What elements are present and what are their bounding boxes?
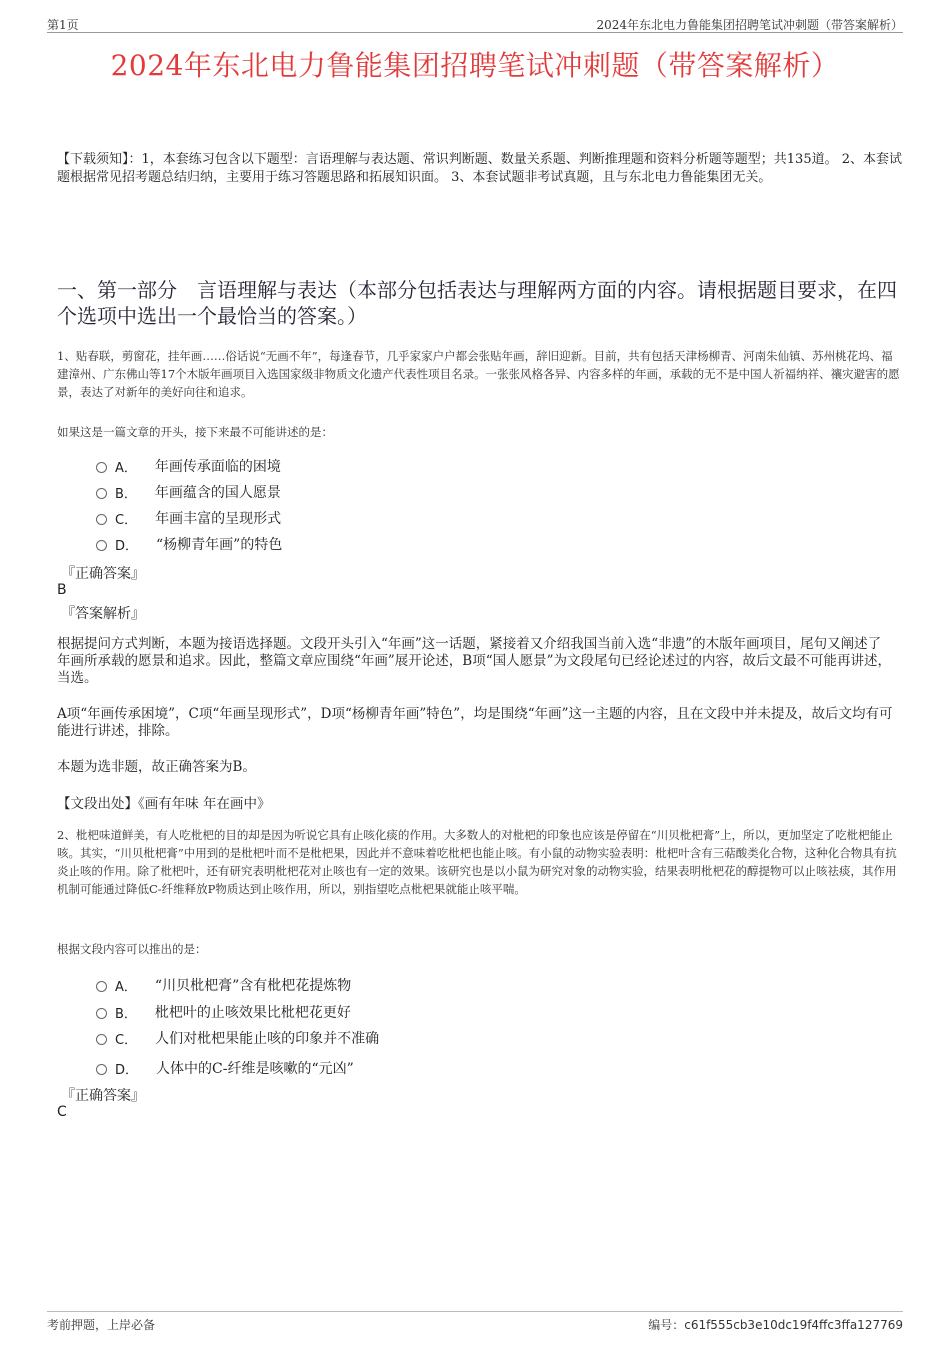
q1-option-b[interactable]: B． 年画蕴含的国人愿景	[96, 482, 281, 502]
footer-slogan: 考前押题，上岸必备	[47, 1318, 156, 1332]
q2-passage: 2、枇杷味道鲜美，有人吃枇杷的目的却是因为听说它具有止咳化痰的作用。大多数人的对枇杷的印象也应该是停留在“川贝枇杷膏”上，所以，更加坚定了吃枇杷能止咳。其实，“川贝枇杷膏”中用到的是枇杷叶而不是枇杷果，因此并不意味着吃枇杷也能止咳。有小鼠的动物实验表明：枇杷叶含有三萜酸类化合物，这种化合物具有抗炎止咳的作用。除了枇杷叶，还有研究表明枇杷花对止咳也有一定的效果。该研究也是以小鼠为研究对象的动物实验，结果表明枇杷花的醇提物可以止咳祛痰，其作用机制可能通过降低C-纤维释放P物质达到止咳作用，所以，别指望吃点枇杷果就能止咳平喘。	[57, 828, 897, 896]
radio-icon[interactable]	[96, 514, 107, 525]
option-text: 人体中的C-纤维是咳嗽的“元凶”	[156, 1061, 354, 1077]
q2-answer-label: 『正确答案』	[61, 1088, 145, 1104]
q1-option-c[interactable]: C． 年画丰富的呈现形式	[96, 508, 281, 528]
q1-source: 【文段出处】《画有年味 年在画中》	[57, 796, 271, 812]
q2-option-b[interactable]: B． 枇杷叶的止咳效果比枇杷花更好	[96, 1002, 351, 1022]
radio-icon[interactable]	[96, 1064, 107, 1075]
q1-analysis-1: 根据提问方式判断，本题为接语选择题。文段开头引入“年画”这一话题，紧接着又介绍我国当前入选“非遗”的木版年画项目，尾句又阐述了年画所承载的愿景和追求。因此，整篇文章应围绕“年画”展开论述，B项“国人愿景”为文段尾句已经论述过的内容，故后文最不可能再讲述，当选。	[57, 636, 892, 686]
q1-question: 如果这是一篇文章的开头，接下来最不可能讲述的是：	[57, 425, 333, 439]
radio-icon[interactable]	[96, 462, 107, 473]
option-text: “杨柳青年画”的特色	[156, 537, 283, 553]
q2-option-a[interactable]: A． “川贝枇杷膏”含有枇杷花提炼物	[96, 975, 351, 995]
radio-icon[interactable]	[96, 1008, 107, 1019]
q1-option-d[interactable]: D． “杨柳青年画”的特色	[96, 534, 282, 554]
q1-analysis-2: A项“年画传承困境”，C项“年画呈现形式”，D项“杨柳青年画”特色”，均是围绕“年画”这一主题的内容，且在文段中并未提及，故后文均有可能进行讲述，排除。	[57, 706, 893, 739]
q1-analysis-3: 本题为选非题，故正确答案为B。	[57, 759, 256, 775]
header-doc-title: 2024年东北电力鲁能集团招聘笔试冲刺题（带答案解析）	[596, 18, 903, 32]
radio-icon[interactable]	[96, 1034, 107, 1045]
option-text: 年画丰富的呈现形式	[155, 511, 282, 527]
radio-icon[interactable]	[96, 540, 107, 551]
q2-option-c[interactable]: C． 人们对枇杷果能止咳的印象并不准确	[96, 1028, 379, 1048]
option-text: “川贝枇杷膏”含有枇杷花提炼物	[154, 978, 352, 994]
option-text: 年画传承面临的困境	[154, 459, 281, 475]
download-notice: 【下载须知】：1，本套练习包含以下题型：言语理解与表达题、常识判断题、数量关系题、判断推理题和资料分析题等题型；共135道。 2、本套试题根据常见招考题总结归纳，主要用于练习答题思路和拓展知识面。 3、本套试题非考试真题，且与东北电力鲁能集团无关。	[57, 152, 902, 185]
option-text: 枇杷叶的止咳效果比枇杷花更好	[154, 1005, 351, 1021]
footer-doc-id: 编号：c61f555cb3e10dc19f4ffc3ffa127769	[648, 1318, 903, 1332]
section-heading: 一、第一部分 言语理解与表达（本部分包括表达与理解两方面的内容。请根据题目要求，在四个选项中选出一个最恰当的答案。）	[57, 278, 897, 328]
page-footer	[47, 1311, 903, 1332]
q2-question: 根据文段内容可以推出的是：	[57, 942, 207, 956]
document-title: 2024年东北电力鲁能集团招聘笔试冲刺题（带答案解析）	[110, 49, 840, 82]
q2-answer: C	[57, 1104, 67, 1120]
option-text: 年画蕴含的国人愿景	[154, 485, 281, 501]
radio-icon[interactable]	[96, 488, 107, 499]
page-header	[47, 14, 903, 33]
page-number: 第1页	[47, 18, 79, 32]
radio-icon[interactable]	[96, 981, 107, 992]
q1-passage: 1、贴春联，剪窗花，挂年画……俗话说“无画不年”，每逢春节，几乎家家户户都会张贴年画，辞旧迎新。目前，共有包括天津杨柳青、河南朱仙镇、苏州桃花坞、福建漳州、广东佛山等17个木版年画项目入选国家级非物质文化遗产代表性项目名录。一张张风格各异、内容多样的年画，承载的无不是中国人祈福纳祥、禳灾避害的愿景，表达了对新年的美好向往和追求。	[57, 349, 900, 399]
q2-option-d[interactable]: D． 人体中的C-纤维是咳嗽的“元凶”	[96, 1058, 354, 1078]
q1-option-a[interactable]: A． 年画传承面临的困境	[96, 456, 281, 476]
q1-answer: B	[57, 582, 67, 598]
option-text: 人们对枇杷果能止咳的印象并不准确	[155, 1031, 380, 1047]
q1-analysis-label: 『答案解析』	[61, 606, 145, 622]
q1-answer-label: 『正确答案』	[61, 566, 145, 582]
